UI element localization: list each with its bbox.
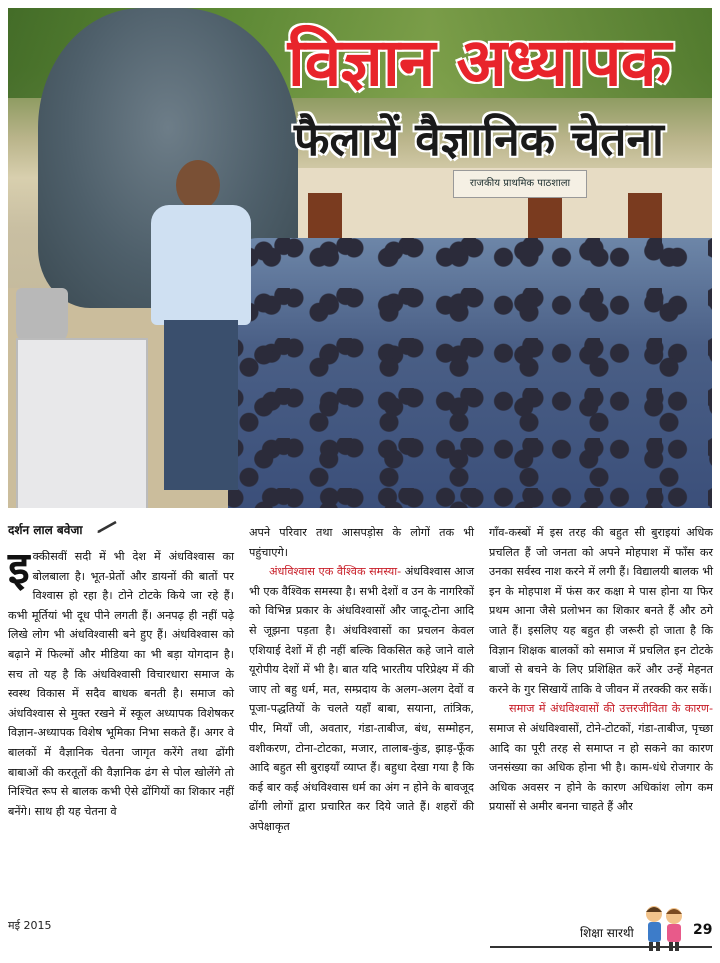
teacher-figure — [146, 160, 256, 490]
steel-pot — [16, 288, 68, 344]
headline-line-2: फैलायें वैज्ञानिक चेतना — [294, 112, 664, 166]
subheading-survival-reasons: समाज में अंधविश्वासों की उत्तरजीविता के कारण- — [509, 702, 713, 716]
subheading-global-problem: अंधविश्वास एक वैश्विक समस्या- — [269, 565, 402, 579]
column-2-intro: अपने परिवार तथा आसपड़ोस के लोगों तक भी पहुंचाएगे। — [249, 526, 474, 559]
column-3-text: गाँव-कस्बों में इस तरह की बहुत सी बुराइयां अधिक प्रचलित हैं जो जनता को अपने मोहपाश में फाँस कर उनका सर्वस्व नाश करने में लगी हैं। विद्यालयी बालक भी इन के मोहपाश में फंस कर कक्षा मे पास होना या फिर प्रथम आना जैसे प्रलोभन का शिकार बनते हैं और ठगे जाते हैं। इसलिए यह बहुत ही जरूरी हो जाता है कि विज्ञान शिक्षक बालकों को समाज में प्रचलित इन टोटके बाजों से बचने के लिए प्रशिक्षित करें और उन्हें मेहनत करने के गुर सिखायें ताकि वे जीवन में तरक्की कर सकें। — [489, 526, 713, 696]
page-number: 29 — [693, 922, 713, 938]
column-1-text: क्कीसवीं सदी में भी देश में अंधविश्वास का बोलबाला है। भूत-प्रेतों और डायनों की बातों पर विश्वास हो रहा है। टोने टोटके किये जा रहे हैं। कभी मूर्तियां भी दूध पीने लगती हैं। अनपढ़ ही नहीं पढ़े लिखे लोग भी अंधविश्वासी बने हुए हैं। अंधविश्वास को बढ़ाने में फिल्मों और मीडिया का भी बड़ा योगदान है। सच तो यह है कि अंधविश्वासी विचारधारा समाज के स्वस्थ विकास में सदैव बाधक बनती है। समाज को अंधविश्वास से मुक्त रखने में स्कूल अध्यापक विशेषकर विज्ञान-अध्यापक विशेष भूमिका निभा सकते हैं। अगर वे बालकों में वैज्ञानिक चेतना जागृत करेंगे तथा ढोंगी बाबाओं की करतूतों की वैज्ञानिक ढंग से पोल खोलेंगे तो निश्चित रूप से बालक कभी ऐसे ढोंगियों का शिकार नहीं बनेंगे। साथ ही यह चेतना वे — [8, 550, 234, 818]
issue-date: मई 2015 — [8, 919, 52, 932]
article-photo — [8, 8, 712, 508]
article-column-2 — [249, 523, 474, 837]
teacher-shirt — [151, 205, 251, 325]
seated-students — [228, 238, 712, 508]
column-2-text: अंधविश्वास आज भी एक वैश्विक समस्या है। सभी देशों व उन के नागरिकों को विभिन्न प्रकार के अंधविश्वासों और जादू-टोना आदि से जूझना पड़ता है। अंधविश्वासों का प्रचलन केवल एशियाई देशों में ही नहीं बल्कि विकसित कहे जाने वाले यूरोपीय देशों में भी है। बात यदि भारतीय परिप्रेक्ष्य में की जाए तो बहु धर्म, मत, सम्प्रदाय के अलग-अलग देवों व पूजा-पद्धतियों के चलते यहाँ बाबा, सयाना, तांत्रिक, पीर, मियाँ जी, अवतार, गंडा-ताबीज, बंध, सम्मोहन, वशीकरण, टोना-टोटका, मजार, तालाब-कुंड, झाड़-फूँक आदि बहुत सी बुराइयाँ व्याप्त हैं। बहुधा देखा गया है कि कई बार कई अंधविश्वास धर्म का अंग न होने के बावजूद ढोंगी लोगों द्वारा प्रचारित कर दिये जाते हैं। शहरों की अपेक्षाकृत — [249, 565, 474, 833]
drop-cap: इ — [8, 543, 30, 594]
teacher-pants — [164, 320, 238, 490]
pen-icon — [96, 520, 118, 534]
teacher-head — [176, 160, 220, 210]
article-column-3 — [489, 523, 713, 817]
demo-table — [16, 338, 148, 508]
article-column-1 — [8, 543, 234, 821]
column-3-text-2: समाज से अंधविश्वासों, टोने-टोटकों, गंडा-ताबीज, पृच्छा आदि का पूरी तरह से समाप्त न हो सकने का कारण जनसंख्या का अधिक होना भी है। काम-धंधे रोजगार के अधिक अवसर न होने के कारण अधिकांश लोग कम प्रयासों से अमीर बनना चाहते हैं और — [489, 721, 713, 814]
headline-line-1: विज्ञान अध्यापक — [287, 24, 671, 101]
author-name: दर्शन लाल बवेजा — [8, 523, 83, 537]
footer-rule — [490, 946, 712, 948]
magazine-name: शिक्षा सारथी — [580, 926, 634, 940]
school-signboard: राजकीय प्राथमिक पाठशाला — [453, 170, 587, 198]
children-mascot-icon — [640, 902, 688, 952]
